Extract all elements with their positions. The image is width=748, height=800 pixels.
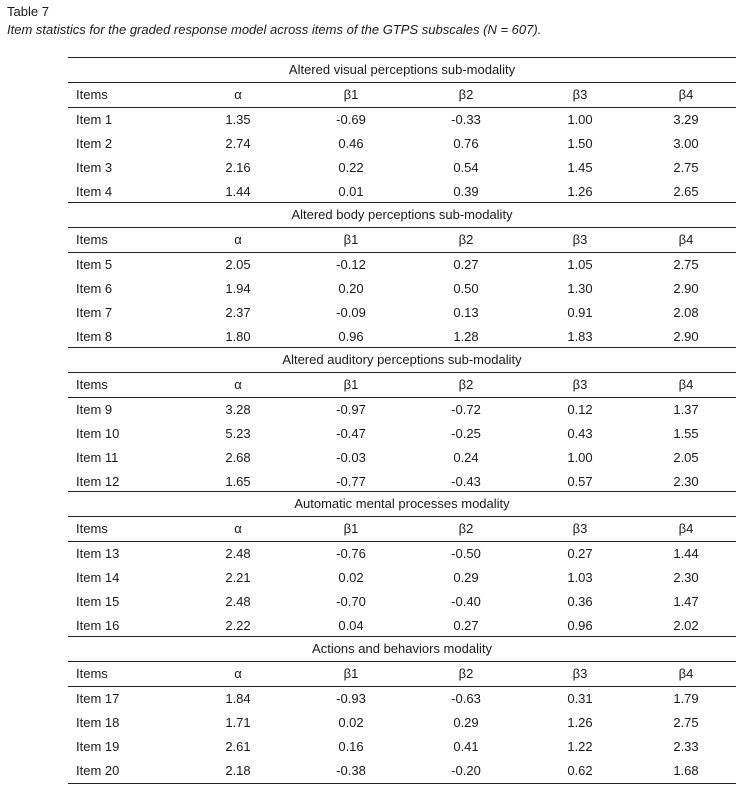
table-row <box>68 542 736 566</box>
table-cell: 2.48 <box>225 546 251 561</box>
table-cell: 2.90 <box>673 329 699 344</box>
table-cell: -0.38 <box>336 763 366 778</box>
table-cell: 1.28 <box>453 329 479 344</box>
table-bottom-rule <box>68 783 736 784</box>
table-cell: -0.76 <box>336 546 366 561</box>
section-title: Altered auditory perceptions sub-modality <box>282 352 522 367</box>
table-cell: 0.12 <box>567 402 593 417</box>
table-cell: 1.65 <box>225 474 251 489</box>
table-cell: 0.76 <box>453 136 479 151</box>
item-label: Item 2 <box>76 136 113 151</box>
column-header-row <box>68 517 736 541</box>
table-cell: -0.72 <box>451 402 481 417</box>
item-label: Item 9 <box>76 402 113 417</box>
table-title: Item statistics for the graded response model across items of the GTPS subscales (N = 607). <box>7 22 542 37</box>
table-cell: 2.74 <box>225 136 251 151</box>
table-cell: 1.83 <box>567 329 593 344</box>
table-cell: 1.71 <box>225 715 251 730</box>
item-label: Item 18 <box>76 715 120 730</box>
column-header: β4 <box>678 666 694 681</box>
table-cell: 2.75 <box>673 160 699 175</box>
section-title: Automatic mental processes modality <box>294 496 510 511</box>
item-label: Item 10 <box>76 426 120 441</box>
column-header: β1 <box>343 666 359 681</box>
table-row <box>68 735 736 759</box>
column-header: β4 <box>678 87 694 102</box>
table-cell: 2.75 <box>673 257 699 272</box>
table-cell: 2.08 <box>673 305 699 320</box>
table-cell: 1.68 <box>673 763 699 778</box>
table-cell: 0.27 <box>453 257 479 272</box>
item-label: Item 14 <box>76 570 120 585</box>
table-cell: -0.12 <box>336 257 366 272</box>
section-title: Altered visual perceptions sub-modality <box>288 62 516 77</box>
item-label: Item 19 <box>76 739 120 754</box>
column-header: β1 <box>343 377 359 392</box>
section-title: Altered body perceptions sub-modality <box>291 207 513 222</box>
table-row <box>68 325 736 349</box>
table-row <box>68 180 736 204</box>
table-cell: 0.62 <box>567 763 593 778</box>
column-header: Items <box>76 87 108 102</box>
table-cell: 2.33 <box>673 739 699 754</box>
table-cell: 1.94 <box>225 281 251 296</box>
table-cell: 1.03 <box>567 570 593 585</box>
column-header-row <box>68 83 736 107</box>
table-cell: 1.45 <box>567 160 593 175</box>
table-cell: 2.30 <box>673 570 699 585</box>
table-row <box>68 590 736 614</box>
table-cell: 3.28 <box>225 402 251 417</box>
column-header: β4 <box>678 377 694 392</box>
table-cell: 1.26 <box>567 715 593 730</box>
table-cell: 0.31 <box>567 691 593 706</box>
table-cell: 1.22 <box>567 739 593 754</box>
table-cell: 3.29 <box>673 112 699 127</box>
table-cell: -0.93 <box>336 691 366 706</box>
table-cell: 2.30 <box>673 474 699 489</box>
column-header: β2 <box>458 521 474 536</box>
table-cell: 1.47 <box>673 594 699 609</box>
table-cell: 2.75 <box>673 715 699 730</box>
table-row <box>68 566 736 590</box>
table-cell: 0.02 <box>338 570 364 585</box>
column-header: α <box>234 521 242 536</box>
table-row <box>68 422 736 446</box>
column-header-row <box>68 373 736 397</box>
table-cell: 2.22 <box>225 618 251 633</box>
table-cell: 1.55 <box>673 426 699 441</box>
column-header: β2 <box>458 232 474 247</box>
table-row <box>68 446 736 470</box>
column-header: α <box>234 666 242 681</box>
table-cell: 0.91 <box>567 305 593 320</box>
column-header: β3 <box>572 666 588 681</box>
table-cell: 1.44 <box>225 184 251 199</box>
table-cell: 0.54 <box>453 160 479 175</box>
table-cell: 0.36 <box>567 594 593 609</box>
item-label: Item 13 <box>76 546 120 561</box>
table-cell: 0.20 <box>338 281 364 296</box>
table-cell: 0.02 <box>338 715 364 730</box>
item-label: Item 5 <box>76 257 113 272</box>
table-cell: -0.47 <box>336 426 366 441</box>
table-cell: 1.50 <box>567 136 593 151</box>
table-cell: -0.63 <box>451 691 481 706</box>
column-header: α <box>234 87 242 102</box>
table-cell: -0.50 <box>451 546 481 561</box>
table-cell: 2.02 <box>673 618 699 633</box>
table-cell: 0.16 <box>338 739 364 754</box>
item-label: Item 16 <box>76 618 120 633</box>
column-header: β1 <box>343 232 359 247</box>
table-cell: 1.35 <box>225 112 251 127</box>
table-cell: 0.39 <box>453 184 479 199</box>
table-cell: 0.27 <box>567 546 593 561</box>
column-header: β1 <box>343 87 359 102</box>
column-header: β1 <box>343 521 359 536</box>
column-header: β4 <box>678 232 694 247</box>
table-cell: 1.30 <box>567 281 593 296</box>
table-cell: -0.43 <box>451 474 481 489</box>
table-cell: 0.24 <box>453 450 479 465</box>
column-header: Items <box>76 521 108 536</box>
table-row <box>68 253 736 277</box>
column-header: Items <box>76 232 108 247</box>
table-row <box>68 156 736 180</box>
table-cell: 1.79 <box>673 691 699 706</box>
table-cell: 0.96 <box>338 329 364 344</box>
table-cell: 0.46 <box>338 136 364 151</box>
table-cell: 1.44 <box>673 546 699 561</box>
table-cell: 2.05 <box>673 450 699 465</box>
table-row <box>68 687 736 711</box>
column-header: α <box>234 232 242 247</box>
table-row <box>68 759 736 783</box>
table-cell: 0.22 <box>338 160 364 175</box>
item-label: Item 1 <box>76 112 113 127</box>
table-cell: 2.37 <box>225 305 251 320</box>
table-cell: 5.23 <box>225 426 251 441</box>
table-cell: -0.69 <box>336 112 366 127</box>
table-cell: 0.27 <box>453 618 479 633</box>
column-header: β2 <box>458 377 474 392</box>
item-label: Item 3 <box>76 160 113 175</box>
table-cell: 0.01 <box>338 184 364 199</box>
column-header: α <box>234 377 242 392</box>
column-header: β2 <box>458 666 474 681</box>
table-cell: 1.00 <box>567 112 593 127</box>
table-cell: 2.16 <box>225 160 251 175</box>
table-cell: -0.33 <box>451 112 481 127</box>
table-cell: -0.03 <box>336 450 366 465</box>
table-cell: 2.61 <box>225 739 251 754</box>
table-row <box>68 711 736 735</box>
item-label: Item 8 <box>76 329 113 344</box>
table-cell: -0.25 <box>451 426 481 441</box>
table-cell: 1.80 <box>225 329 251 344</box>
table-row <box>68 614 736 638</box>
table-cell: -0.70 <box>336 594 366 609</box>
table-row <box>68 277 736 301</box>
item-label: Item 15 <box>76 594 120 609</box>
table-cell: 1.26 <box>567 184 593 199</box>
table-cell: 2.05 <box>225 257 251 272</box>
table-cell: 0.29 <box>453 715 479 730</box>
column-header: β3 <box>572 87 588 102</box>
item-label: Item 20 <box>76 763 120 778</box>
table-cell: 2.65 <box>673 184 699 199</box>
item-label: Item 7 <box>76 305 113 320</box>
table-cell: 2.21 <box>225 570 251 585</box>
table-row <box>68 398 736 422</box>
table-cell: 1.84 <box>225 691 251 706</box>
item-label: Item 6 <box>76 281 113 296</box>
table-cell: 0.57 <box>567 474 593 489</box>
column-header-row <box>68 228 736 252</box>
column-header: β3 <box>572 521 588 536</box>
item-label: Item 11 <box>76 450 119 465</box>
table-cell: 0.29 <box>453 570 479 585</box>
table-cell: 0.50 <box>453 281 479 296</box>
table-cell: 0.41 <box>453 739 479 754</box>
table-cell: 2.48 <box>225 594 251 609</box>
column-header: β2 <box>458 87 474 102</box>
table-cell: 0.13 <box>453 305 479 320</box>
table-cell: 0.96 <box>567 618 593 633</box>
table-row <box>68 108 736 132</box>
section-title: Actions and behaviors modality <box>312 641 492 656</box>
column-header: β4 <box>678 521 694 536</box>
table-cell: 1.37 <box>673 402 699 417</box>
table-cell: -0.77 <box>336 474 366 489</box>
table-cell: 3.00 <box>673 136 699 151</box>
table-label: Table 7 <box>7 4 49 19</box>
table-cell: 2.18 <box>225 763 251 778</box>
table-cell: 2.68 <box>225 450 251 465</box>
table-cell: -0.97 <box>336 402 366 417</box>
table-cell: 1.05 <box>567 257 593 272</box>
item-label: Item 17 <box>76 691 120 706</box>
table-row <box>68 132 736 156</box>
table-cell: 0.04 <box>338 618 364 633</box>
table-cell: -0.40 <box>451 594 481 609</box>
table-cell: 0.43 <box>567 426 593 441</box>
column-header: β3 <box>572 377 588 392</box>
table-row <box>68 301 736 325</box>
column-header-row <box>68 662 736 686</box>
item-label: Item 12 <box>76 474 120 489</box>
table-cell: -0.20 <box>451 763 481 778</box>
column-header: Items <box>76 377 108 392</box>
table-cell: 2.90 <box>673 281 699 296</box>
table-cell: 1.00 <box>567 450 593 465</box>
column-header: Items <box>76 666 108 681</box>
column-header: β3 <box>572 232 588 247</box>
table-cell: -0.09 <box>336 305 366 320</box>
item-label: Item 4 <box>76 184 113 199</box>
